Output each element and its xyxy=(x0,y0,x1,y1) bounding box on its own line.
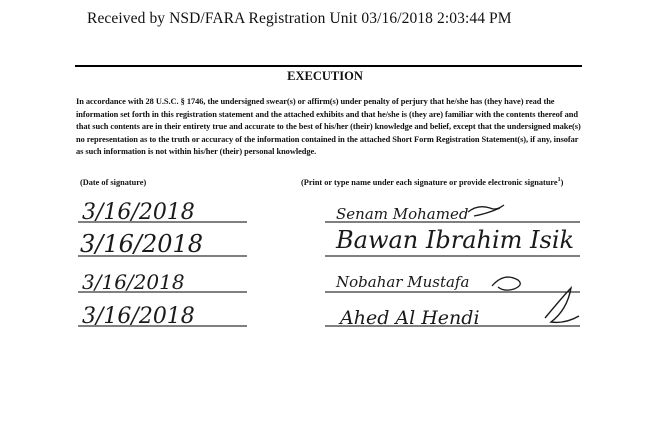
date-handwritten: 3/16/2018 xyxy=(80,230,204,258)
signature-row xyxy=(78,288,580,329)
execution-heading: EXECUTION xyxy=(287,69,363,83)
date-column-label: (Date of signature) xyxy=(80,178,147,187)
signature-handwritten: Ahed Al Hendi xyxy=(340,307,480,329)
name-column-label-close: ) xyxy=(560,177,564,187)
signature-flourish xyxy=(492,277,520,290)
attestation-paragraph: In accordance with 28 U.S.C. § 1746, the undersigned swear(s) or affirm(s) under penalty of perjury that he/she has (they have) read the information set forth in this registration statement and the attached exhibits and that he/she is (they are) familiar with the contents thereof and that such contents are in their entirety true and accurate to the best of his/her (their) knowledge and belief, except that the undersigned make(s) no representation as to the truth or accuracy of the information contained in the attached Short Form Registration Statement(s), if any, insofar as such information is not within his/her (their) personal knowledge. xyxy=(76,97,581,156)
signature-row xyxy=(78,270,580,294)
signature-handwritten: Bawan Ibrahim Isik xyxy=(336,226,575,254)
received-stamp: Received by NSD/FARA Registration Unit 03/16/2018 2:03:44 PM xyxy=(87,10,512,27)
date-handwritten: 3/16/2018 xyxy=(82,200,195,225)
date-handwritten: 3/16/2018 xyxy=(82,270,185,294)
signature-flourish xyxy=(545,288,579,322)
footnote-marker: 1 xyxy=(557,177,561,183)
signature-row xyxy=(78,226,580,258)
date-handwritten: 3/16/2018 xyxy=(82,304,195,329)
signature-row xyxy=(78,200,580,225)
name-column-label-text: (Print or type name under each signature or provide electronic signature xyxy=(301,177,558,187)
signature-handwritten: Nobahar Mustafa xyxy=(336,273,470,291)
signature-handwritten: Senam Mohamed xyxy=(336,205,469,223)
signature-flourish xyxy=(468,205,504,216)
